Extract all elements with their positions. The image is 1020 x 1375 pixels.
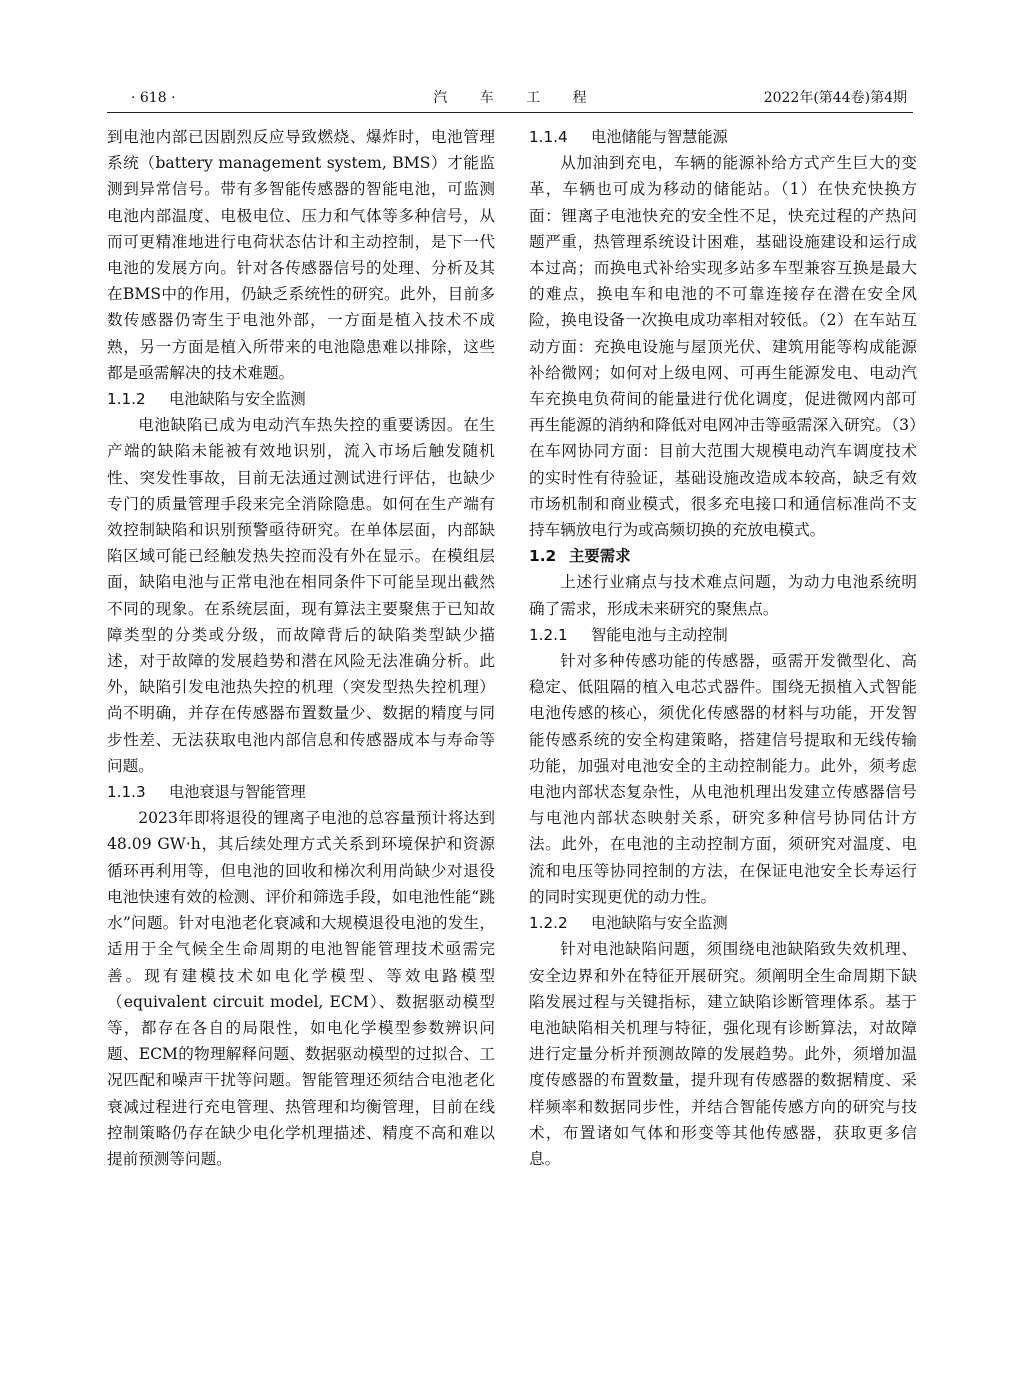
section-heading xyxy=(529,124,917,150)
body-paragraph: 2023年即将退役的锂离子电池的总容量预计将达到48.09 GW·h，其后续处理方式关系到环境保护和资源循环再利用等，但电池的回收和梯次利用尚缺少对退役电池快速有效的检测、评价和筛选手段，如电池性能“跳水”问题。针对电池老化衰减和大规模退役电池的发生，适用于全气候全生命周期的电池智能管理技术亟需完善。现有建模技术如电化学模型、等效电路模型（equivalent circuit model, ECM）、数据驱动模型等，都存在各自的局限性，如电化学模型参数辨识问题、ECM的物理解释问题、数据驱动模型的过拟合、工况匹配和噪声干扰等问题。智能管理还须结合电池老化衰减过程进行充电管理、热管理和均衡管理，目前在线控制策略仍存在缺少电化学机理描述、精度不高和难以提前预测等问题。 xyxy=(107,809,495,1168)
section-number: 1.2.2 xyxy=(529,914,568,933)
section-heading xyxy=(529,622,917,648)
body-paragraph: 从加油到充电，车辆的能源补给方式产生巨大的变革，车辆也可成为移动的储能站。（1）在快充快换方面：锂离子电池快充的安全性不足，快充过程的产热问题严重，热管理系统设计困难，基础设施建设和运行成本过高；而换电式补给实现多站多车型兼容互换是最大的难点，换电车和电池的不可靠连接存在潜在安全风险，换电设备一次换电成功率相对较低。（2）在车站互动方面：充换电设施与屋顶光伏、建筑用能等构成能源补给微网；如何对上级电网、可再生能源发电、电动汽车充换电负荷间的能量进行优化调度，促进微网内部可再生能源的消纳和降低对电网冲击等亟需深入研究。（3）在车网协同方面：目前大范围大规模电动汽车调度技术的实时性有待验证，基础设施改造成本较高，缺乏有效市场机制和商业模式，很多充电接口和通信标准尚不支持车辆放电行为或高频切换的充放电模式。 xyxy=(529,154,917,540)
section-number: 1.1.4 xyxy=(529,128,568,146)
section-title: 电池衰退与智能管理 xyxy=(169,783,306,802)
body-paragraph: 针对多种传感功能的传感器，亟需开发微型化、高稳定、低阻隔的植入电芯式器件。围绕无损植入式智能电池传感的核心，须优化传感器的材料与功能，开发智能传感系统的安全构建策略，搭建信号提取和无线传输功能，加强对电池安全的主动控制能力。此外，须考虑电池内部状态复杂性，从电池机理出发建立传感器信号与电池内部状态映射关系，研究多种信号协同估计方法。此外，在电池的主动控制方面，须研究对温度、电流和电压等协同控制的方法，在保证电池安全长寿运行的同时实现更优的动力性。 xyxy=(529,652,917,906)
right-column xyxy=(529,124,917,1172)
section-number: 1.1.2 xyxy=(107,390,146,409)
section-title: 智能电池与主动控制 xyxy=(591,625,728,644)
section-number: 1.2.1 xyxy=(529,625,568,644)
section-title: 电池缺陷与安全监测 xyxy=(169,390,306,409)
body-paragraph: 到电池内部已因剧烈反应导致燃烧、爆炸时，电池管理系统（battery management system, BMS）才能监测到异常信号。带有多智能传感器的智能电池，可监测电池内部温度、电极电位、压力和气体等多种信号，从而可更精准地进行电荷状态估计和主动控制，是下一代电池的发展方向。针对各传感器信号的处理、分析及其在BMS中的作用，仍缺乏系统性的研究。此外，目前多数传感器仍寄生于电池外部，一方面是植入技术不成熟，另一方面是植入所带来的电池隐患难以排除，这些都是亟需解决的技术难题。 xyxy=(107,128,495,382)
section-heading xyxy=(107,779,495,805)
section-heading xyxy=(529,910,917,936)
left-column xyxy=(107,124,495,1172)
section-title: 主要需求 xyxy=(569,547,631,566)
section-heading xyxy=(107,386,495,412)
body-paragraph: 上述行业痛点与技术难点问题，为动力电池系统明确了需求，形成未来研究的聚焦点。 xyxy=(529,573,917,618)
body-paragraph: 电池缺陷已成为电动汽车热失控的重要诱因。在生产端的缺陷未能被有效地识别，流入市场后触发随机性、突发性事故，目前无法通过测试进行评估，也缺少专门的质量管理手段来完全消除隐患。如何在生产端有效控制缺陷和识别预警亟待研究。在单体层面，内部缺陷区域可能已经触发热失控而没有外在显示。在模组层面，缺陷电池与正常电池在相同条件下可能呈现出截然不同的现象。在系统层面，现有算法主要聚焦于已知故障类型的分类或分级，而故障背后的缺陷类型缺少描述，对于故障的发展趋势和潜在风险无法准确分析。此外，缺陷引发电池热失控的机理（突发型热失控机理）尚不明确，并存在传感器布置数量少、数据的精度与同步性差、无法获取电池内部信息和传感器成本与寿命等问题。 xyxy=(107,416,495,775)
running-header xyxy=(107,88,913,113)
page-number: · 618 · xyxy=(131,90,176,106)
section-number: 1.1.3 xyxy=(107,783,146,802)
issue-info: 2022年(第44卷)第4期 xyxy=(763,90,907,106)
section-number: 1.2 xyxy=(529,547,557,566)
body-paragraph: 针对电池缺陷问题，须围绕电池缺陷致失效机理、安全边界和外在特征开展研究。须阐明全生命周期下缺陷发展过程与关键指标，建立缺陷诊断管理体系。基于电池缺陷相关机理与特征，强化现有诊断算法，对故障进行定量分析并预测故障的发展趋势。此外，须增加温度传感器的布置数量，提升现有传感器的数据精度、采样频率和数据同步性，并结合智能传感方向的研究与技术，布置诸如气体和形变等其他传感器，获取更多信息。 xyxy=(529,940,917,1168)
journal-title: 汽 车 工 程 xyxy=(433,90,601,106)
section-heading-main xyxy=(529,543,917,569)
section-title: 电池储能与智慧能源 xyxy=(591,128,728,146)
section-title: 电池缺陷与安全监测 xyxy=(591,914,728,933)
